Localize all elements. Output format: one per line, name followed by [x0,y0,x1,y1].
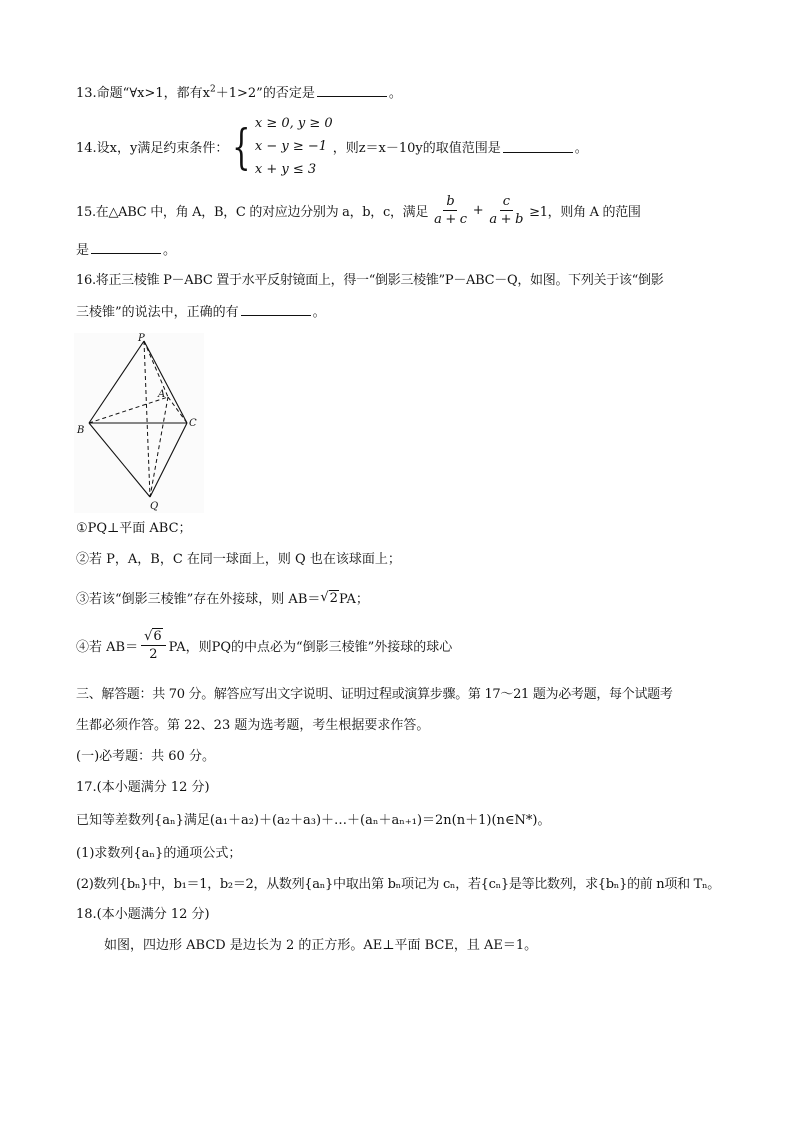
q16-opt4-text-b: PA，则PQ的中点必为“倒影三棱锥”外接球的球心 [168,640,453,655]
question-17-title: 17.(本小题满分 12 分) [76,780,210,795]
fraction-denominator: a + c [434,212,467,227]
fraction-sqrt6-over-2 [141,628,166,663]
constraint-1: x ≥ 0, y ≥ 0 [254,116,333,131]
answer-blank [241,303,311,316]
q16-opt4-text-a: ④若 AB＝ [76,640,139,655]
fraction-b-over-a-plus-c [431,193,470,228]
answer-blank [503,140,573,153]
question-15-line2 [76,241,176,260]
square-root [320,590,339,606]
q14-end: 。 [574,141,588,156]
question-16-line1: 16.将正三棱锥 P－ABC 置于水平反射镜面上，得一“倒影三棱锥”P－ABC－Q，如图。下列关于该“倒影 [76,273,664,288]
question-17-part2: (2)数列{bₙ}中，b₁＝1，b₂＝2，从数列{aₙ}中取出第 bₙ项记为 cₙ，若{cₙ}是等比数列，求{bₙ}的前 n项和 Tₙ。 [76,877,721,892]
q15-line2-text: 是 [76,243,90,258]
vertex-label-C: C [189,418,197,429]
q13-superscript: 2 [210,84,216,95]
section3-instructions-line2: 生都必须作答。第 22、23 题为选考题，考生根据要求作答。 [76,718,430,733]
q15-text-b: ≥1，则角 A 的范围 [529,205,641,220]
q16-option-1: ①PQ⊥平面 ABC； [76,521,192,536]
q14-prefix: 14.设x，y满足约束条件： [76,141,229,156]
q16-option-4 [76,628,452,663]
q16-option-2: ②若 P，A，B，C 在同一球面上，则 Q 也在该球面上； [76,552,401,567]
plus-sign: + [472,203,484,218]
q14-suffix: ，则z＝x－10y的取值范围是 [332,141,501,156]
question-15 [76,193,641,228]
vertex-label-Q: Q [150,501,159,512]
question-18-stem: 如图，四边形 ABCD 是边长为 2 的正方形。AE⊥平面 BCE，且 AE＝1。 [104,938,538,953]
section3-instructions-line1: 三、解答题：共 70 分。解答应写出文字说明、证明过程或演算步骤。第 17～21 题为必考题，每个试题考 [76,687,673,702]
section3-required-heading: (一)必考题：共 60 分。 [76,749,215,764]
q16-option-3 [76,588,369,607]
vertex-label-P: P [138,333,145,344]
vertex-label-B: B [77,425,85,436]
fraction-denominator: 2 [149,647,158,662]
fraction-c-over-a-plus-b [486,193,526,228]
question-17-part1: (1)求数列{aₙ}的通项公式； [76,846,242,861]
q16-line2-text: 三棱锥”的说法中，正确的有 [76,305,239,320]
constraint-3: x + y ≤ 3 [254,162,317,177]
question-13 [76,84,402,103]
vertex-label-A: A [158,389,166,400]
q16-opt3-text-b: PA； [338,592,369,607]
fraction-numerator: c [500,193,513,211]
q16-line2-end: 。 [312,305,326,320]
question-18-title: 18.(本小题满分 12 分) [76,907,210,922]
q13-end: 。 [388,86,402,101]
fraction-numerator [141,628,166,646]
q13-text-a: 13.命题“∀x>1，都有x [76,86,210,101]
question-16-line2 [76,303,326,322]
radical-sign: √ [144,629,153,644]
answer-blank [317,84,387,97]
constraint-system [228,112,332,181]
q13-text-b: ＋1>2”的否定是 [215,86,315,101]
fraction-denominator: a + b [489,212,524,227]
radicand: 2 [329,590,338,606]
q16-opt3-text-a: ③若该“倒影三棱锥”存在外接球，则 AB＝ [76,592,321,607]
question-17-stem: 已知等差数列{aₙ}满足(a₁＋a₂)＋(a₂＋a₃)＋…＋(aₙ＋aₙ₊₁)＝2n(n＋1)(n∈N*)。 [76,813,551,828]
question-14 [76,112,588,181]
left-brace: { [232,118,251,175]
q15-line2-end: 。 [163,243,177,258]
radical-sign: √ [320,589,329,605]
answer-blank [91,241,161,254]
radicand: 6 [153,629,162,644]
fraction-numerator: b [443,193,457,211]
q15-text-a: 15.在△ABC 中，角 A，B，C 的对应边分别为 a，b，c，满足 [76,205,429,220]
constraint-2: x − y ≥ −1 [254,139,328,154]
reflected-pyramid-diagram [74,333,204,513]
